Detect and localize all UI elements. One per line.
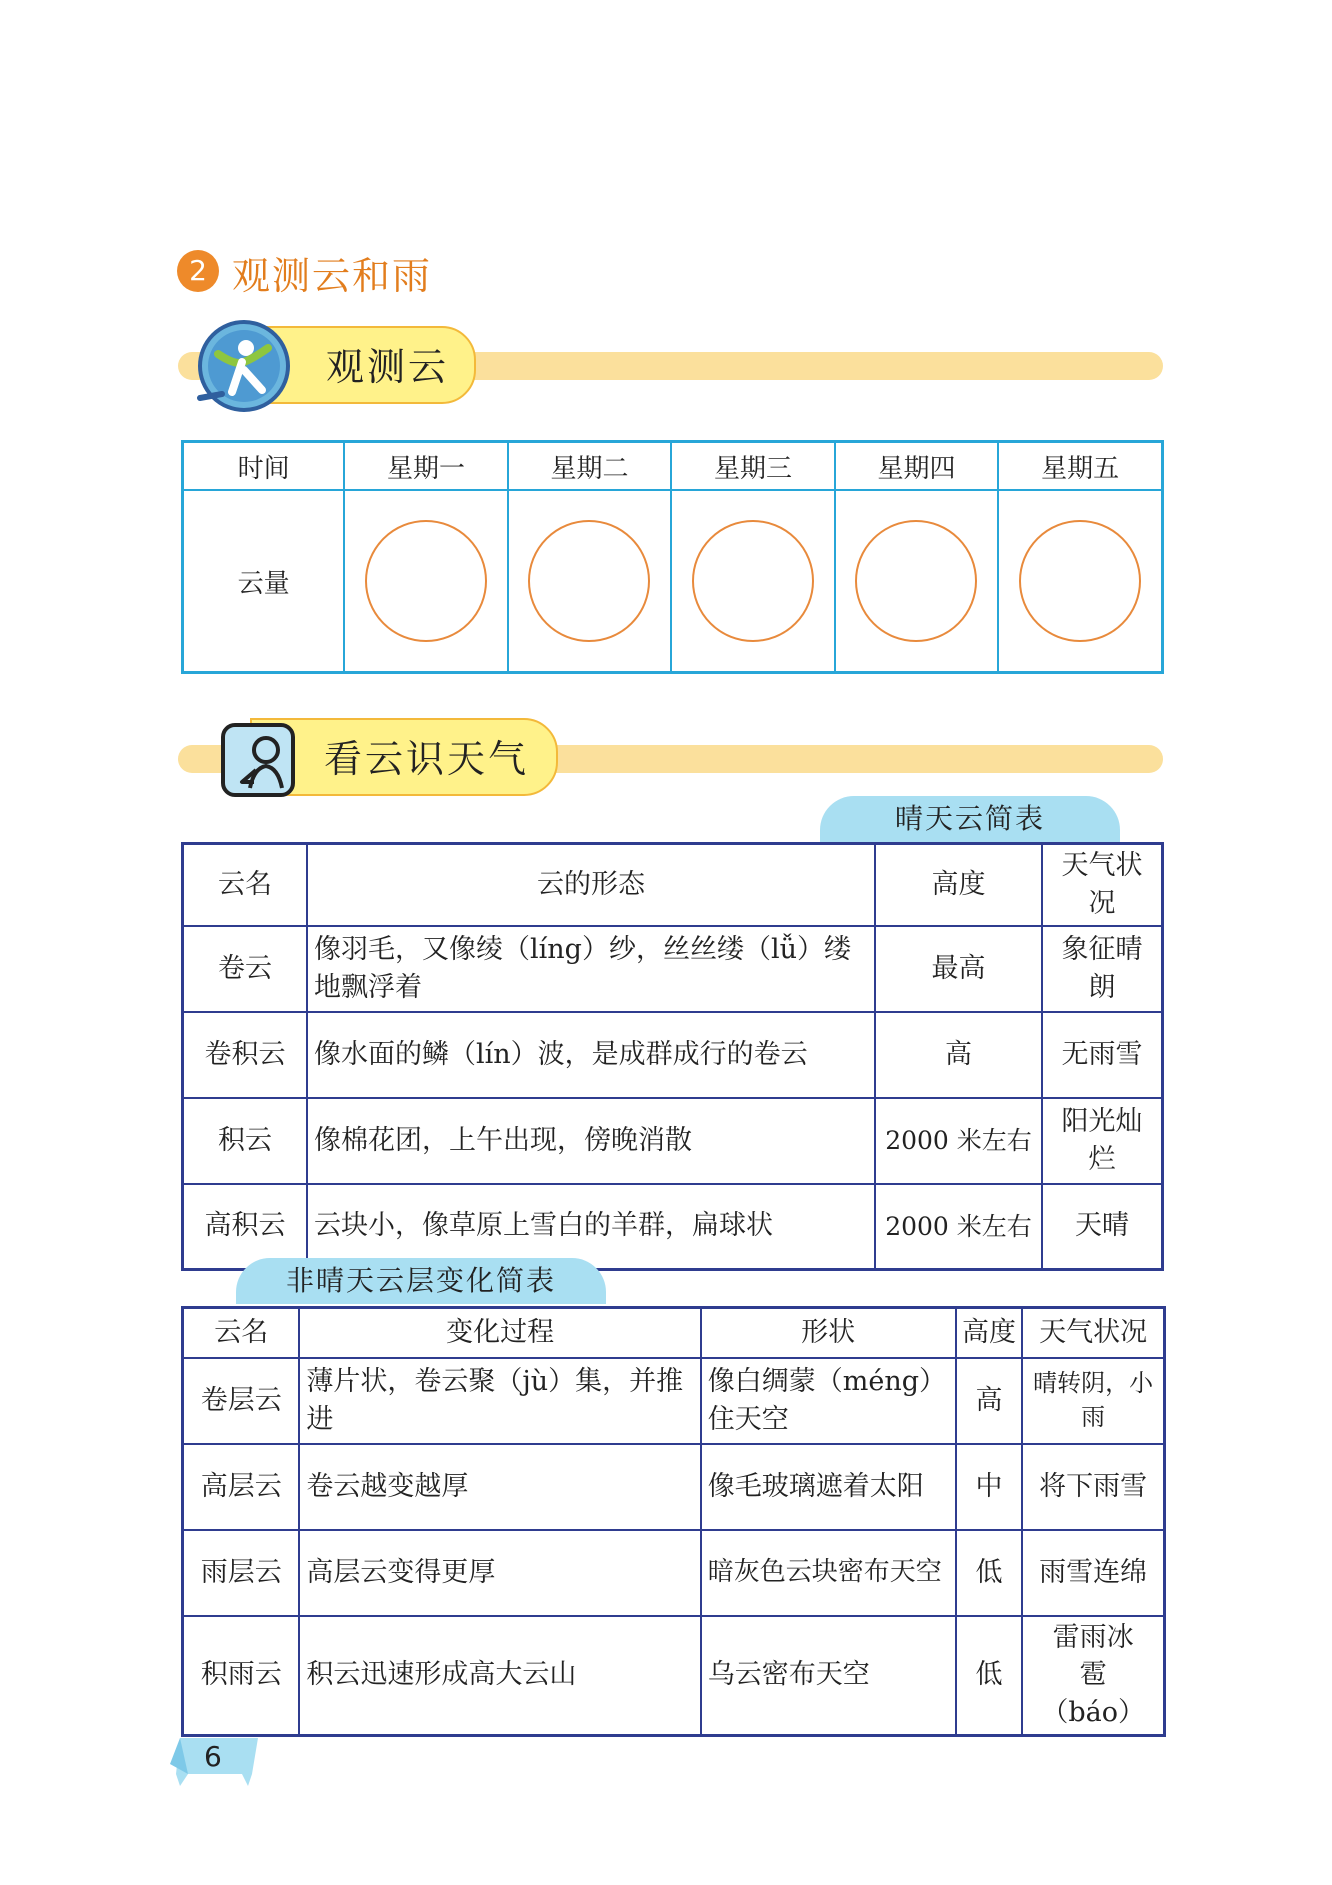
page-number: 6 — [204, 1740, 222, 1773]
table-row — [183, 1012, 1163, 1098]
rainy-header-name: 云名 — [183, 1308, 300, 1358]
cloud-name: 高层云 — [183, 1444, 300, 1530]
cloud-weather: 象征晴朗 — [1042, 926, 1163, 1012]
cloud-name: 高积云 — [183, 1184, 308, 1270]
table-row — [183, 1444, 1165, 1530]
section-number-badge: 2 — [177, 250, 219, 292]
cloud-height: 2000 米左右 — [875, 1098, 1042, 1184]
cloud-observation-table — [181, 440, 1164, 674]
obs-cell-thu — [835, 490, 999, 672]
cloud-amount-circle[interactable] — [1019, 520, 1141, 642]
sunny-table-caption: 晴天云简表 — [894, 802, 1045, 835]
table-row — [183, 926, 1163, 1012]
rainy-header-process: 变化过程 — [299, 1308, 700, 1358]
cloud-shape: 暗灰色云块密布天空 — [701, 1530, 956, 1616]
section-title: 观测云和雨 — [232, 254, 433, 298]
cloud-shape: 像棉花团，上午出现，傍晚消散 — [307, 1098, 875, 1184]
obs-header-mon: 星期一 — [344, 442, 508, 491]
cloud-weather: 雷雨冰雹（báo） — [1022, 1616, 1164, 1736]
cloud-name: 卷层云 — [183, 1358, 300, 1444]
banner-title-observe: 观测云 — [326, 345, 450, 389]
obs-row-label: 云量 — [183, 490, 345, 672]
cloud-amount-circle[interactable] — [365, 520, 487, 642]
cloud-process: 卷云越变越厚 — [299, 1444, 700, 1530]
table-row — [183, 1184, 1163, 1270]
obs-header-thu: 星期四 — [835, 442, 999, 491]
obs-cell-tue — [508, 490, 672, 672]
table-row — [183, 1358, 1165, 1444]
cloud-name: 积云 — [183, 1098, 308, 1184]
cloud-weather: 阳光灿烂 — [1042, 1098, 1163, 1184]
obs-cell-fri — [998, 490, 1162, 672]
sunny-header-shape: 云的形态 — [307, 844, 875, 926]
cloud-height: 最高 — [875, 926, 1042, 1012]
cloud-weather: 雨雪连绵 — [1022, 1530, 1164, 1616]
cloud-name: 卷云 — [183, 926, 308, 1012]
cloud-height: 低 — [956, 1616, 1023, 1736]
rainy-clouds-table — [181, 1306, 1166, 1737]
cloud-amount-circle[interactable] — [855, 520, 977, 642]
cloud-height: 2000 米左右 — [875, 1184, 1042, 1270]
obs-header-wed: 星期三 — [671, 442, 835, 491]
obs-cell-mon — [344, 490, 508, 672]
cloud-shape: 像水面的鳞（lín）波，是成群成行的卷云 — [307, 1012, 875, 1098]
obs-header-fri: 星期五 — [998, 442, 1162, 491]
observe-icon — [196, 318, 292, 414]
rainy-header-shape: 形状 — [701, 1308, 956, 1358]
cloud-amount-circle[interactable] — [528, 520, 650, 642]
cloud-weather: 晴转阴，小雨 — [1022, 1358, 1164, 1444]
sunny-header-weather: 天气状况 — [1042, 844, 1163, 926]
rainy-header-weather: 天气状况 — [1022, 1308, 1164, 1358]
table-row — [183, 1098, 1163, 1184]
cloud-height: 高 — [875, 1012, 1042, 1098]
banner-tab-see — [250, 718, 558, 796]
cloud-process: 积云迅速形成高大云山 — [299, 1616, 700, 1736]
cloud-amount-circle[interactable] — [692, 520, 814, 642]
cloud-shape: 云块小，像草原上雪白的羊群，扁球状 — [307, 1184, 875, 1270]
cloud-weather: 将下雨雪 — [1022, 1444, 1164, 1530]
rainy-header-height: 高度 — [956, 1308, 1023, 1358]
cloud-process: 高层云变得更厚 — [299, 1530, 700, 1616]
table-row — [183, 1530, 1165, 1616]
cloud-weather: 天晴 — [1042, 1184, 1163, 1270]
obs-header-tue: 星期二 — [508, 442, 672, 491]
sunny-clouds-table — [181, 842, 1164, 1271]
sunny-header-height: 高度 — [875, 844, 1042, 926]
cloud-shape: 像白绸蒙（méng）住天空 — [701, 1358, 956, 1444]
cloud-process: 薄片状，卷云聚（jù）集，并推进 — [299, 1358, 700, 1444]
cloud-height: 中 — [956, 1444, 1023, 1530]
rainy-table-caption-tab — [236, 1258, 606, 1304]
cloud-shape: 像毛玻璃遮着太阳 — [701, 1444, 956, 1530]
cloud-weather: 无雨雪 — [1042, 1012, 1163, 1098]
sunny-header-name: 云名 — [183, 844, 308, 926]
cloud-name: 雨层云 — [183, 1530, 300, 1616]
table-row — [183, 1616, 1165, 1736]
banner-title-see: 看云识天气 — [324, 737, 530, 781]
cloud-height: 高 — [956, 1358, 1023, 1444]
rainy-table-caption: 非晴天云层变化简表 — [285, 1264, 556, 1297]
sunny-table-caption-tab — [820, 796, 1120, 842]
cloud-shape: 像羽毛，又像绫（líng）纱，丝丝缕（lǚ）缕地飘浮着 — [307, 926, 875, 1012]
obs-cell-wed — [671, 490, 835, 672]
cloud-name: 积雨云 — [183, 1616, 300, 1736]
cloud-height: 低 — [956, 1530, 1023, 1616]
cloud-name: 卷积云 — [183, 1012, 308, 1098]
obs-header-time: 时间 — [183, 442, 345, 491]
watching-person-icon — [220, 722, 296, 798]
cloud-shape: 乌云密布天空 — [701, 1616, 956, 1736]
